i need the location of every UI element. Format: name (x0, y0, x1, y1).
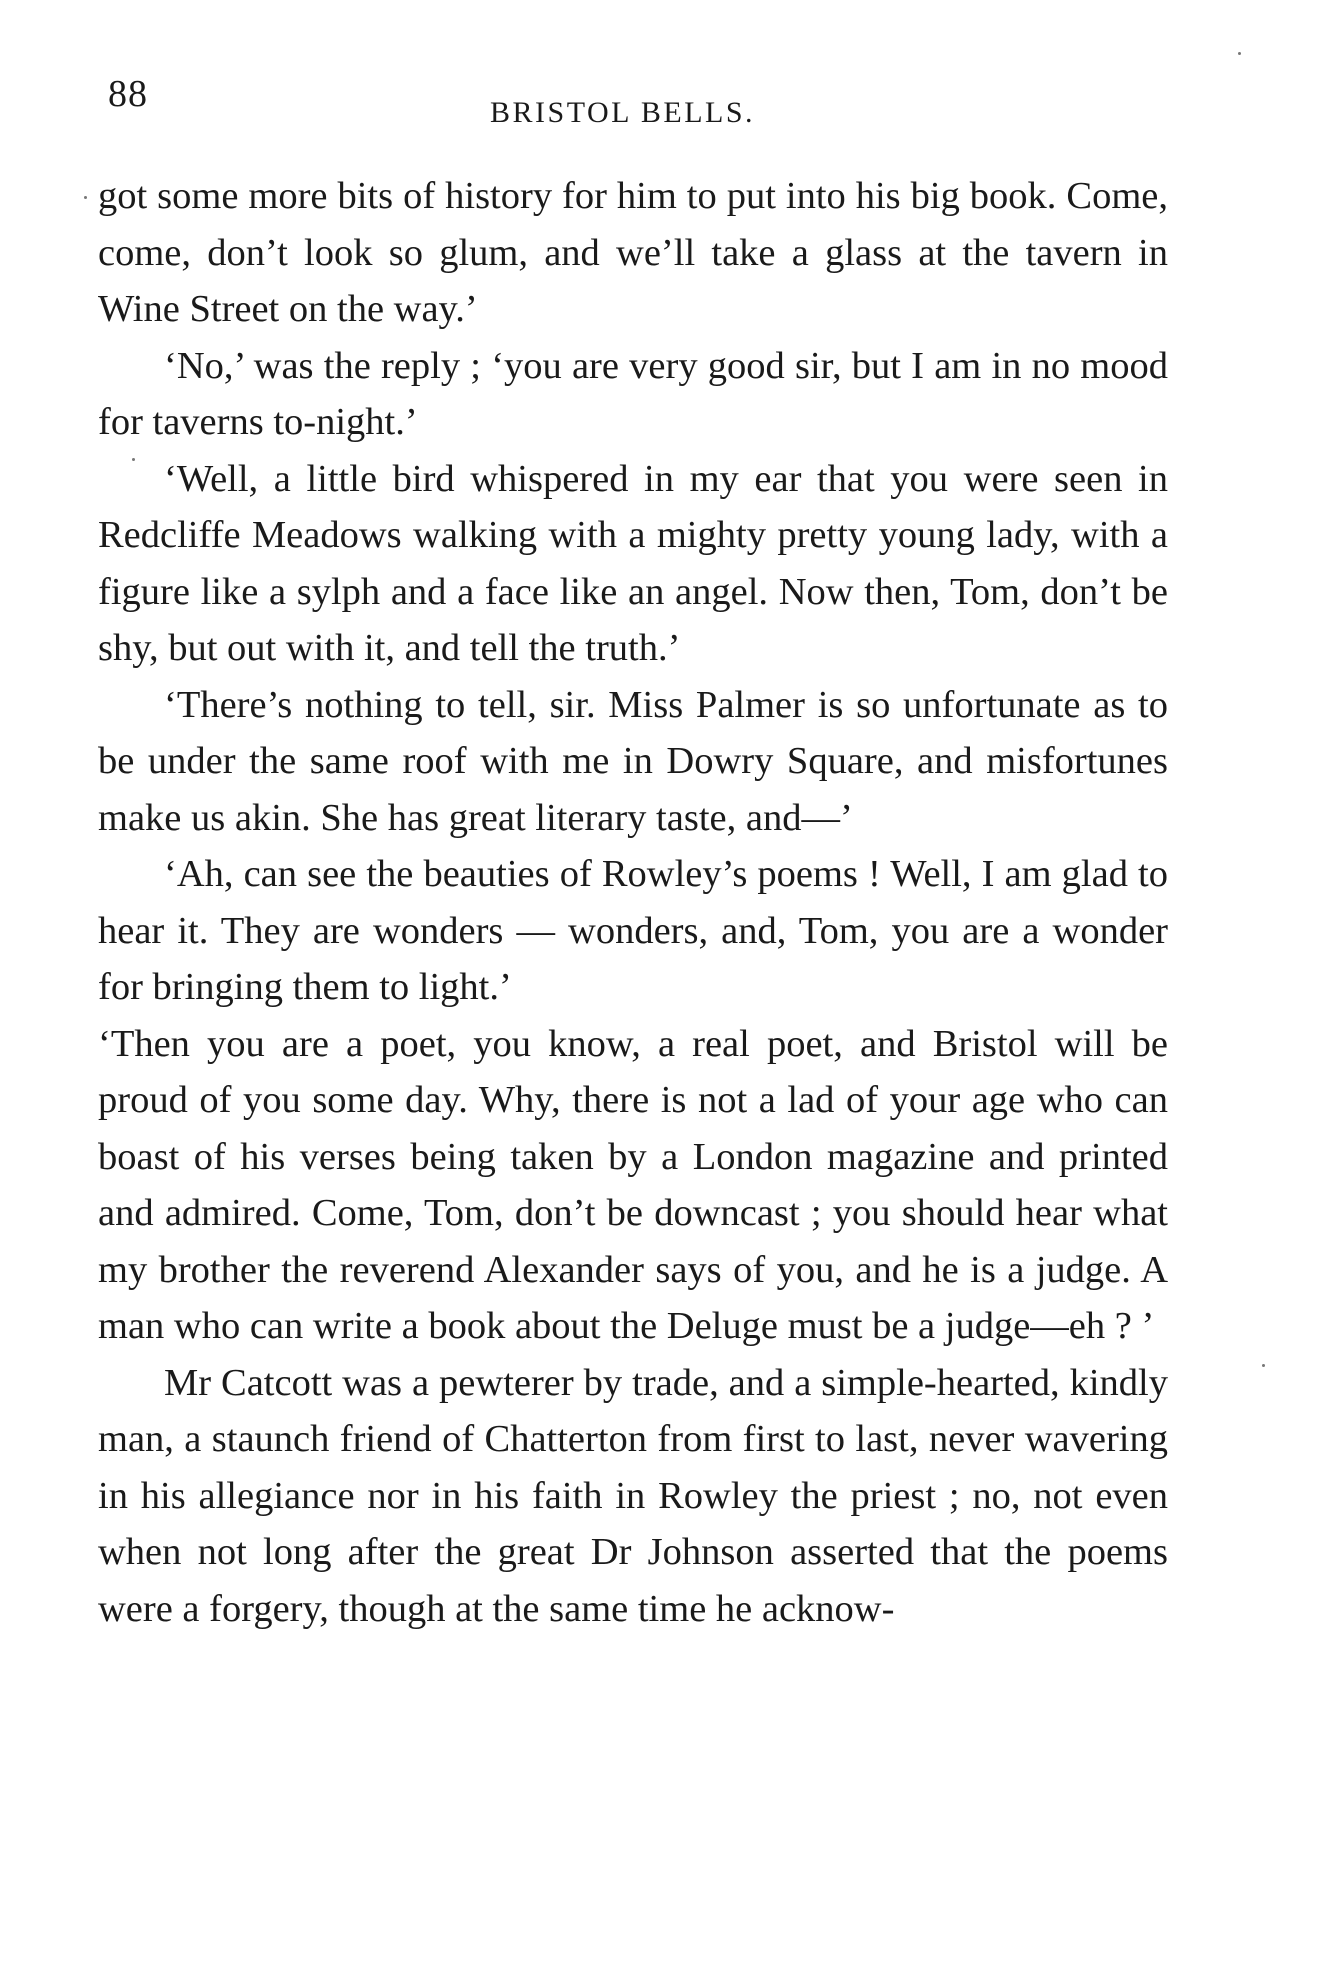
scan-speck (84, 196, 87, 199)
scan-speck (1238, 52, 1241, 55)
paragraph: ‘Then you are a poet, you know, a real poet, and Bristol will be proud of you some day. Why, there is not a lad of your age who can boast of his verses being taken by a London magazine and printed and admired. Come, Tom, don’t be downcast ; you should hear what my brother the reverend Alexander says of you, and he is a judge. A man who can write a book about the Deluge must be a judge—eh ? ’ (98, 1022, 1168, 1347)
scan-speck (1262, 1364, 1265, 1367)
page-number: 88 (108, 73, 148, 115)
paragraph: Mr Catcott was a pewterer by trade, and a simple-hearted, kindly man, a staunch friend of Chatterton from first to last, never wavering in his allegiance nor in his faith in Rowley the priest ; no, not even when not long after the great Dr Johnson asserted that the poems were a forgery, though at the same time he acknow- (98, 1361, 1168, 1630)
paragraph: ‘There’s nothing to tell, sir. Miss Palmer is so unfortunate as to be under the same roof with me in Dowry Square, and misfortunes make us akin. She has great literary taste, and—’ (98, 683, 1168, 839)
paragraph-continuation: got some more bits of history for him to put into his big book. Come, come, don’t look so glum, and we’ll take a glass at the tavern in Wine Street on the way.’ (98, 175, 1168, 330)
paragraph: ‘Well, a little bird whispered in my ear that you were seen in Redcliffe Meadows walking with a mighty pretty young lady, with a figure like a sylph and a face like an angel. Now then, Tom, don’t be shy, but out with it, and tell the truth.’ (98, 457, 1168, 669)
paragraph: ‘No,’ was the reply ; ‘you are very good sir, but I am in no mood for taverns to-night.’ (98, 344, 1168, 443)
body-text (98, 168, 1168, 1637)
scan-speck (132, 458, 135, 461)
running-head: BRISTOL BELLS. (490, 96, 756, 129)
paragraph: ‘Ah, can see the beauties of Rowley’s poems ! Well, I am glad to hear it. They are wonders — wonders, and, Tom, you are a wonder for bringing them to light.’ (98, 853, 1168, 1008)
